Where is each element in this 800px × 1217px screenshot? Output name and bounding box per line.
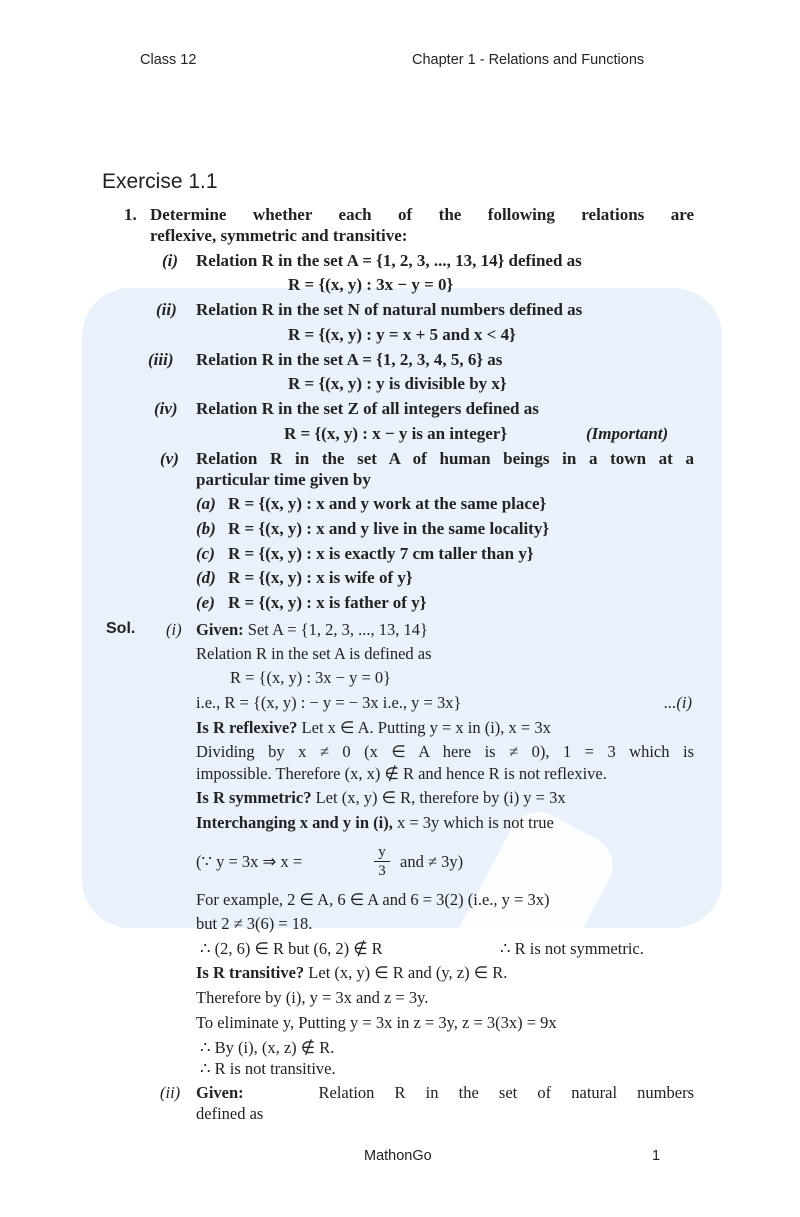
fraction-numerator: y [378,844,386,860]
sol-line: R = {(x, y) : 3x − y = 0} [230,668,392,687]
question-number: 1. [124,205,137,224]
question-line-1: Determine whether each of the following relations are [150,205,694,224]
transitive-line [196,963,507,983]
sol-line: Therefore by (i), y = 3x and z = 3y. [196,988,429,1007]
sol-line: i.e., R = {(x, y) : − y = − 3x i.e., y = 3x} [196,693,462,712]
subpart-label: (a) [196,494,216,513]
symmetric-text: Let (x, y) ∈ R, therefore by (i) y = 3x [315,788,566,807]
symmetric-question: Is R symmetric? [196,788,312,807]
watermark-dot-shape [560,952,650,1042]
sol-line: but 2 ≠ 3(6) = 18. [196,914,313,933]
exercise-title: Exercise 1.1 [102,170,218,193]
part-text: Relation R in the set A of human beings in a town at a [196,449,694,468]
header-class: Class 12 [140,52,197,68]
part-label: (ii) [156,300,177,319]
footer-brand: MathonGo [364,1148,432,1164]
subpart-label: (e) [196,593,215,612]
sol-line: ∴ R is not symmetric. [500,939,644,958]
sol-line: For example, 2 ∈ A, 6 ∈ A and 6 = 3(2) (i.e., y = 3x) [196,890,550,909]
subpart-label: (b) [196,519,216,538]
part-label: (i) [162,251,179,270]
given2-line [196,1083,694,1103]
symmetric-line [196,788,566,808]
interchange-bold: Interchanging x and y in (i), [196,813,393,832]
subpart-text: R = {(x, y) : x and y live in the same locality} [228,519,550,538]
part-def: R = {(x, y) : y = x + 5 and x < 4} [288,325,516,344]
transitive-text: Let (x, y) ∈ R and (y, z) ∈ R. [308,963,508,982]
subpart-text: R = {(x, y) : x is father of y} [228,593,427,612]
sol-line: ∴ R is not transitive. [200,1059,336,1078]
because-left: (∵ y = 3x ⇒ x = [196,852,303,871]
subpart-text: R = {(x, y) : x and y work at the same place} [228,494,547,513]
sol-line: defined as [196,1104,264,1123]
equation-ref: ...(i) [664,693,692,712]
sol-line: To eliminate y, Putting y = 3x in z = 3y, z = 3(3x) = 9x [196,1013,557,1032]
part-label: (v) [160,449,179,468]
part-def: R = {(x, y) : y is divisible by x} [288,374,507,393]
header-chapter: Chapter 1 - Relations and Functions [412,52,645,68]
sol-line: Relation R in the set A is defined as [196,644,432,663]
part-text: Relation R in the set Z of all integers defined as [196,399,539,418]
sol-line: Dividing by x ≠ 0 (x ∈ A here is ≠ 0), 1 = 3 which is [196,742,694,761]
page-number: 1 [652,1148,661,1164]
sol-given-line [196,620,428,640]
fraction-denominator: 3 [374,861,390,880]
interchange-text: x = 3y which is not true [396,813,554,832]
transitive-question: Is R transitive? [196,963,305,982]
given2-label: Given: [196,1083,244,1102]
given-label: Given: [196,620,244,639]
part-text-cont: particular time given by [196,470,371,489]
subpart-label: (c) [196,544,215,563]
part-label: (iii) [148,350,174,369]
sol-line: ∴ By (i), (x, z) ∉ R. [200,1038,335,1057]
part-text: Relation R in the set N of natural numbers defined as [196,300,583,319]
interchange-line [196,813,554,833]
fraction [374,843,390,880]
sol-part-label: (ii) [160,1083,181,1102]
because-right: and ≠ 3y) [400,852,464,871]
sol-line: impossible. Therefore (x, x) ∉ R and hence R is not reflexive. [196,764,607,783]
part-def: R = {(x, y) : x − y is an integer} [284,424,508,443]
part-def: R = {(x, y) : 3x − y = 0} [288,275,454,294]
sol-label: Sol. [106,620,136,637]
part-text: Relation R in the set A = {1, 2, 3, ..., 13, 14} defined as [196,251,582,270]
important-note: (Important) [586,424,669,443]
subpart-label: (d) [196,568,216,587]
sol-line: ∴ (2, 6) ∈ R but (6, 2) ∉ R [200,939,383,958]
part-label: (iv) [154,399,178,418]
given-text: Set A = {1, 2, 3, ..., 13, 14} [247,620,428,639]
question-line-2: reflexive, symmetric and transitive: [150,226,408,245]
reflexive-line [196,718,551,738]
part-text: Relation R in the set A = {1, 2, 3, 4, 5, 6} as [196,350,503,369]
subpart-text: R = {(x, y) : x is exactly 7 cm taller than y} [228,544,534,563]
sol-part-label: (i) [166,620,182,639]
subpart-text: R = {(x, y) : x is wife of y} [228,568,413,587]
reflexive-text: Let x ∈ A. Putting y = x in (i), x = 3x [301,718,551,737]
given2-text: Relation R in the set of natural numbers [318,1083,694,1102]
reflexive-question: Is R reflexive? [196,718,298,737]
